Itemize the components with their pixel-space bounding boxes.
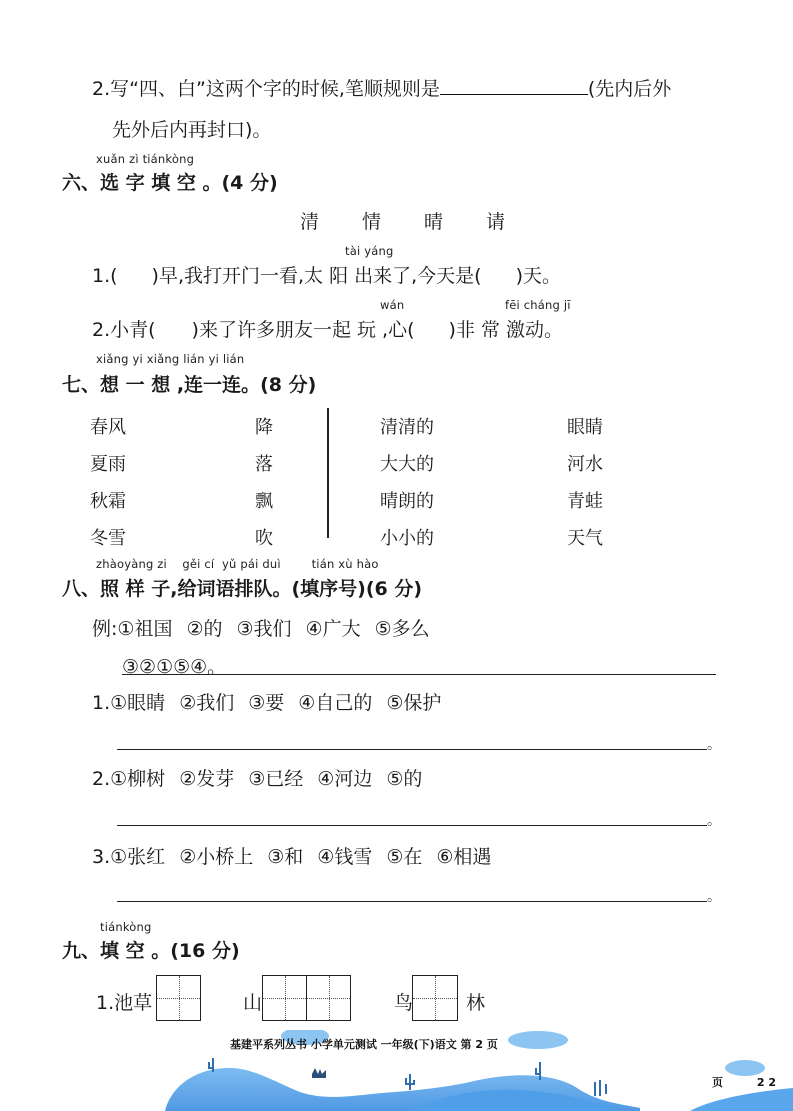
q9-1-prefix: [96, 988, 152, 1015]
q5-2-text: 2.写“四、白”这两个字的时候,笔顺规则是: [92, 78, 440, 100]
q5-2-answer-blank[interactable]: [440, 94, 588, 95]
option: ⑤多么: [374, 618, 430, 640]
match-item[interactable]: 春风: [90, 417, 126, 438]
match-item[interactable]: 大大的: [380, 454, 434, 475]
section7-title: 七、想 一 想 ,连一连。(8 分): [62, 374, 317, 396]
option: ②发芽: [179, 768, 235, 790]
q5-2-line2: 先外后内再封口)。: [112, 119, 272, 141]
q9-1-word-c: 鸟: [394, 992, 414, 1014]
q6-2-prefix: 2.小青(: [92, 319, 156, 341]
q6-2: [92, 315, 563, 342]
option: ③已经: [248, 768, 304, 790]
choice-3: 晴: [424, 211, 444, 233]
match-item[interactable]: 吹: [255, 528, 273, 549]
example-answer-line: [122, 674, 716, 675]
q6-2-pinyin-feichangji: fēi cháng jī: [505, 298, 571, 312]
match-divider: [327, 408, 329, 538]
section8-title: 八、照 样 子,给词语排队。(填序号)(6 分): [62, 578, 423, 600]
q6-1-mid: )早,我打开门一看,太 阳 出来了,今天是(: [151, 265, 482, 287]
match-item[interactable]: 落: [255, 454, 273, 475]
option: ②的: [186, 618, 223, 640]
q9-1-word-d: 林: [466, 992, 486, 1014]
match-item[interactable]: 小小的: [380, 528, 434, 549]
option: ⑥相遇: [436, 846, 492, 868]
q8-2: [92, 764, 422, 791]
choice-2: 情: [362, 211, 382, 233]
footer-page-number: [712, 1074, 776, 1090]
match-item[interactable]: 冬雪: [90, 528, 126, 549]
footer-series-title: 基建平系列丛书 小学单元测试 一年级(下)语文 第 2 页: [230, 1038, 498, 1051]
tianzige-box-3[interactable]: [412, 975, 458, 1021]
page-label: 页: [712, 1076, 723, 1089]
q8-2-end: 。: [707, 813, 721, 829]
match-item[interactable]: 眼睛: [567, 417, 603, 438]
option: ①眼睛: [110, 692, 166, 714]
q9-1-word-b: 山: [243, 992, 263, 1014]
match-item[interactable]: 天气: [567, 528, 603, 549]
option: ①柳树: [110, 768, 166, 790]
q8-1-end: 。: [707, 737, 721, 753]
match-item[interactable]: 晴朗的: [380, 491, 434, 512]
q8-3-answer-line[interactable]: [117, 901, 707, 902]
option: ②我们: [179, 692, 235, 714]
match-item[interactable]: 夏雨: [90, 454, 126, 475]
q9-1-num: 1.: [96, 992, 115, 1014]
q8-2-num: 2.: [92, 768, 111, 790]
q8-2-answer-line[interactable]: [117, 825, 707, 826]
q5-2-line1: [92, 74, 671, 101]
match-col-nouns: [567, 409, 603, 557]
option: ⑤的: [386, 768, 423, 790]
section9-pinyin: tiánkòng: [100, 920, 152, 934]
option: ③要: [248, 692, 285, 714]
section6-title: 六、选 字 填 空 。(4 分): [62, 172, 278, 194]
section8-pinyin: zhàoyàng zi gěi cí yǔ pái duì tián xù hào: [96, 557, 379, 571]
q6-1: [92, 261, 561, 288]
option: ①祖国: [117, 618, 173, 640]
option: ②小桥上: [179, 846, 254, 868]
q6-2-mid: )来了许多朋友一起 玩 ,心(: [191, 319, 415, 341]
tianzige-box-1[interactable]: [156, 975, 201, 1021]
q8-3-end: 。: [707, 889, 721, 905]
match-item[interactable]: 青蛙: [567, 491, 603, 512]
choice-1: 清: [300, 211, 320, 233]
q8-1-answer-line[interactable]: [117, 749, 707, 750]
q6-2-pinyin-wan: wán: [380, 298, 405, 312]
match-item[interactable]: 降: [255, 417, 273, 438]
option: ④钱雪: [317, 846, 373, 868]
option: ①张红: [110, 846, 166, 868]
page-num: 2 2: [756, 1076, 776, 1089]
section9-title: 九、填 空 。(16 分): [62, 940, 240, 962]
q8-1-num: 1.: [92, 692, 111, 714]
example-label: 例:: [92, 618, 118, 640]
match-col-adjectives: [380, 409, 434, 557]
section8-example: [92, 614, 430, 641]
option: ③和: [267, 846, 304, 868]
match-item[interactable]: 飘: [255, 491, 273, 512]
q8-3-num: 3.: [92, 846, 111, 868]
q8-1: [92, 688, 441, 715]
section6-choices: [300, 207, 505, 234]
q6-1-prefix: 1.(: [92, 265, 118, 287]
option: ⑤保护: [386, 692, 442, 714]
q9-1-word-a: 池草: [114, 992, 153, 1014]
match-col-seasons: [90, 409, 126, 557]
option: ③我们: [236, 618, 292, 640]
tianzige-box-2[interactable]: [262, 975, 351, 1021]
option: ⑤在: [386, 846, 423, 868]
option: ④广大: [305, 618, 361, 640]
option: ④自己的: [298, 692, 373, 714]
q5-2-after-blank: (先内后外: [587, 78, 672, 100]
q6-1-pinyin: tài yáng: [345, 244, 394, 258]
section7-pinyin: xiǎng yi xiǎng lián yi lián: [96, 352, 245, 366]
section6-pinyin: xuǎn zì tiánkòng: [96, 152, 195, 166]
match-item[interactable]: 河水: [567, 454, 603, 475]
q6-1-suffix: )天。: [515, 265, 561, 287]
match-col-verbs: [255, 409, 273, 557]
q8-3: [92, 842, 491, 869]
example-answer: ③②①⑤④。: [122, 656, 227, 678]
option: ④河边: [317, 768, 373, 790]
choice-4: 请: [486, 211, 506, 233]
match-item[interactable]: 清清的: [380, 417, 434, 438]
match-item[interactable]: 秋霜: [90, 491, 126, 512]
q6-2-suffix: )非 常 激动。: [448, 319, 563, 341]
